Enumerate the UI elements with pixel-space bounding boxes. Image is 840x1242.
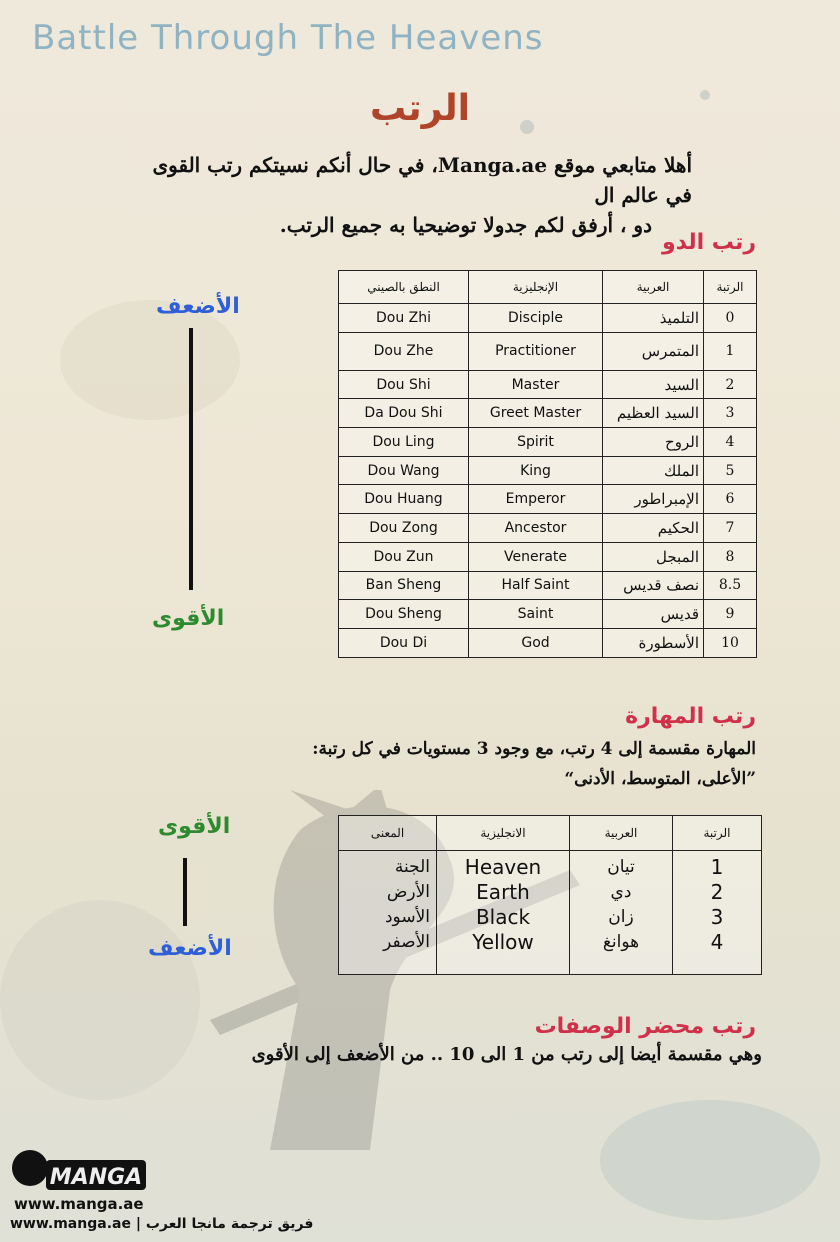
logo-url: www.manga.ae <box>14 1195 144 1213</box>
arabic-cell: قديس <box>603 600 704 629</box>
english-cell: Master <box>469 370 603 399</box>
english-cell: Venerate <box>469 542 603 571</box>
table-row <box>339 428 757 457</box>
english-cell: Half Saint <box>469 571 603 600</box>
rank-value: 1 <box>710 855 724 879</box>
header-meaning: المعنى <box>339 816 437 851</box>
arabic-cell: التلميذ <box>603 304 704 333</box>
strongest-label: الأقوى <box>152 606 225 631</box>
table-row <box>339 542 757 571</box>
table-row <box>339 304 757 333</box>
arabic-cell: الملك <box>603 456 704 485</box>
chinese-cell: Dou Shi <box>339 370 469 399</box>
rank-cell: 5 <box>704 456 757 485</box>
rank-value: 2 <box>710 880 724 904</box>
english-value: Heaven <box>464 855 542 879</box>
english-cell: King <box>469 456 603 485</box>
alchemist-ranks-heading: رتب محضر الوصفات <box>534 1014 756 1039</box>
arabic-cell: نصف قديس <box>603 571 704 600</box>
arabic-value: زان <box>608 907 634 927</box>
table-row <box>339 628 757 657</box>
arabic-cell <box>570 851 673 975</box>
skill-ranks-heading: رتب المهارة <box>625 704 756 729</box>
skill-ranks-table <box>338 815 762 975</box>
rank-cell: 6 <box>704 485 757 514</box>
arabic-value: دي <box>610 882 632 902</box>
weakest-label: الأضعف <box>156 294 240 319</box>
arabic-cell: الحكيم <box>603 514 704 543</box>
english-cell: Disciple <box>469 304 603 333</box>
chinese-cell: Dou Zun <box>339 542 469 571</box>
header-rank: الرتبة <box>704 271 757 304</box>
arabic-value: هوانغ <box>602 932 640 952</box>
header-english: الإنجليزية <box>469 271 603 304</box>
table-header-row <box>339 271 757 304</box>
rank-cell: 9 <box>704 600 757 629</box>
header-arabic: العربية <box>603 271 704 304</box>
table-header-row <box>339 816 762 851</box>
chinese-cell: Dou Ling <box>339 428 469 457</box>
english-cell: Spirit <box>469 428 603 457</box>
intro-paragraph <box>132 150 692 240</box>
english-cell: God <box>469 628 603 657</box>
rank-cell: 2 <box>704 370 757 399</box>
table-row <box>339 600 757 629</box>
skill-text-line: المهارة مقسمة إلى 4 رتب، مع وجود 3 مستويات في كل رتبة: <box>312 739 756 759</box>
chinese-cell: Dou Zhe <box>339 332 469 370</box>
chinese-cell: Dou Di <box>339 628 469 657</box>
english-value: Yellow <box>472 930 534 954</box>
table-row <box>339 456 757 485</box>
english-cell: Greet Master <box>469 399 603 428</box>
meaning-value: الأرض <box>386 882 430 902</box>
svg-text:MANGA: MANGA <box>49 1165 143 1190</box>
table-row <box>339 399 757 428</box>
table-row <box>339 514 757 543</box>
rank-cell: 1 <box>704 332 757 370</box>
rank-cell: 8.5 <box>704 571 757 600</box>
chinese-cell: Da Dou Shi <box>339 399 469 428</box>
rank-cell: 7 <box>704 514 757 543</box>
weakest-label: الأضعف <box>148 936 232 961</box>
intro-line: دو ، أرفق لكم جدولا توضيحيا به جميع الرتب. <box>279 213 652 237</box>
english-cell: Saint <box>469 600 603 629</box>
arabic-cell: السيد <box>603 370 704 399</box>
english-cell: Emperor <box>469 485 603 514</box>
table-row <box>339 851 762 975</box>
header-rank: الرتبة <box>673 816 762 851</box>
rank-value: 4 <box>710 930 724 954</box>
skill-text-line: ”الأعلى، المتوسط، الأدنى“ <box>564 769 756 789</box>
rank-cell: 0 <box>704 304 757 333</box>
rank-cell <box>673 851 762 975</box>
chinese-cell: Dou Wang <box>339 456 469 485</box>
english-cell: Ancestor <box>469 514 603 543</box>
table-row <box>339 571 757 600</box>
intro-line: أهلا متابعي موقع Manga.ae، في حال أنكم نسيتكم رتب القوى في عالم ال <box>152 153 692 207</box>
header-chinese: النطق بالصيني <box>339 271 469 304</box>
english-cell: Practitioner <box>469 332 603 370</box>
page-title: الرتب <box>370 88 470 129</box>
meaning-value: الأسود <box>384 907 430 927</box>
rank-cell: 3 <box>704 399 757 428</box>
table-row <box>339 332 757 370</box>
header-arabic: العربية <box>570 816 673 851</box>
rank-cell: 8 <box>704 542 757 571</box>
rank-cell: 10 <box>704 628 757 657</box>
manga-logo-icon <box>8 1140 148 1200</box>
arabic-cell: الإمبراطور <box>603 485 704 514</box>
chinese-cell: Ban Sheng <box>339 571 469 600</box>
chinese-cell: Dou Huang <box>339 485 469 514</box>
footer-credit: www.manga.ae | فريق ترجمة مانجا العرب <box>10 1216 314 1232</box>
english-cell <box>437 851 570 975</box>
alchemist-description: وهي مقسمة أيضا إلى رتب من 1 الى 10 .. من الأضعف إلى الأقوى <box>251 1044 762 1065</box>
skill-description <box>312 734 756 794</box>
scale-line <box>189 328 193 590</box>
rank-cell: 4 <box>704 428 757 457</box>
arabic-cell: المتمرس <box>603 332 704 370</box>
chinese-cell: Dou Zhi <box>339 304 469 333</box>
site-title: Battle Through The Heavens <box>32 18 544 58</box>
dou-ranks-table <box>338 270 757 658</box>
chinese-cell: Dou Sheng <box>339 600 469 629</box>
scale-line <box>183 858 187 926</box>
english-value: Black <box>475 905 531 929</box>
dou-ranks-heading: رتب الدو <box>661 230 756 255</box>
strongest-label: الأقوى <box>158 814 231 839</box>
meaning-value: الجنة <box>394 857 430 877</box>
meaning-cell <box>339 851 437 975</box>
arabic-cell: المبجل <box>603 542 704 571</box>
arabic-cell: الروح <box>603 428 704 457</box>
header-english: الانجليزية <box>437 816 570 851</box>
table-row <box>339 370 757 399</box>
table-row <box>339 485 757 514</box>
arabic-value: تيان <box>607 857 635 877</box>
arabic-cell: السيد العظيم <box>603 399 704 428</box>
chinese-cell: Dou Zong <box>339 514 469 543</box>
arabic-cell: الأسطورة <box>603 628 704 657</box>
english-value: Earth <box>476 880 530 904</box>
meaning-value: الأصفر <box>383 932 430 952</box>
rank-value: 3 <box>710 905 724 929</box>
